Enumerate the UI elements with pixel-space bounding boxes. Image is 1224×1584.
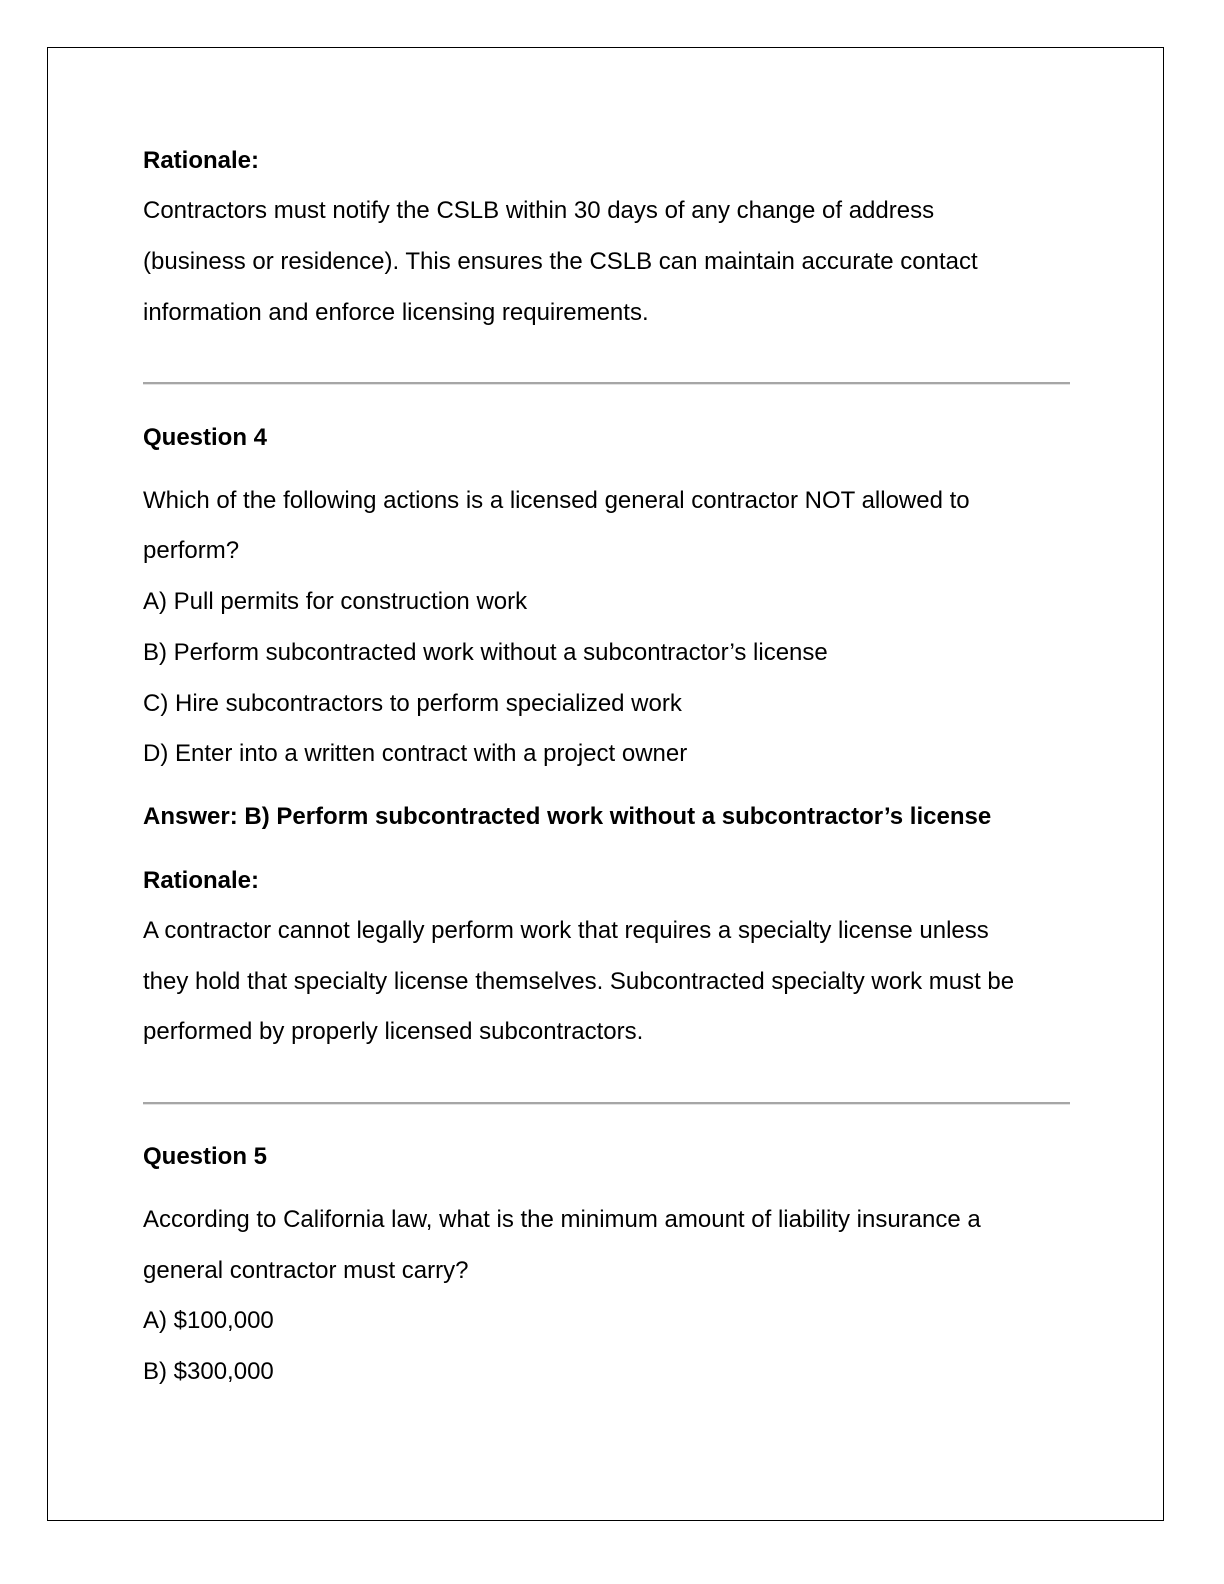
question-5-prompt-line: According to California law, what is the minimum amount of liability insurance a [143,1206,981,1233]
rationale-text-line: (business or residence). This ensures the CSLB can maintain accurate contact [143,248,978,275]
question-4-answer: Answer: B) Perform subcontracted work without a subcontractor’s license [143,803,992,830]
question-4-option-d: D) Enter into a written contract with a project owner [143,740,688,767]
section-divider [143,1102,1070,1104]
question-5-prompt-line: general contractor must carry? [143,1257,469,1284]
question-5-heading: Question 5 [143,1143,268,1170]
section-divider [143,382,1070,384]
question-4-option-b: B) Perform subcontracted work without a subcontractor’s license [143,639,828,666]
rationale-heading: Rationale: [143,147,260,174]
question-4-rationale-line: performed by properly licensed subcontractors. [143,1018,644,1045]
rationale-text-line: information and enforce licensing requirements. [143,299,649,326]
question-4-rationale-line: they hold that specialty license themselves. Subcontracted specialty work must be [143,968,1015,995]
question-4-rationale-heading: Rationale: [143,867,260,894]
question-4-option-c: C) Hire subcontractors to perform specialized work [143,690,682,717]
question-5-option-b: B) $300,000 [143,1358,274,1385]
question-4-prompt-line: Which of the following actions is a licensed general contractor NOT allowed to [143,487,970,514]
question-4-heading: Question 4 [143,424,268,451]
question-4-prompt-line: perform? [143,537,240,564]
question-5-option-a: A) $100,000 [143,1307,274,1334]
rationale-text-line: Contractors must notify the CSLB within 30 days of any change of address [143,197,935,224]
question-4-option-a: A) Pull permits for construction work [143,588,528,615]
question-4-rationale-line: A contractor cannot legally perform work that requires a specialty license unless [143,917,989,944]
